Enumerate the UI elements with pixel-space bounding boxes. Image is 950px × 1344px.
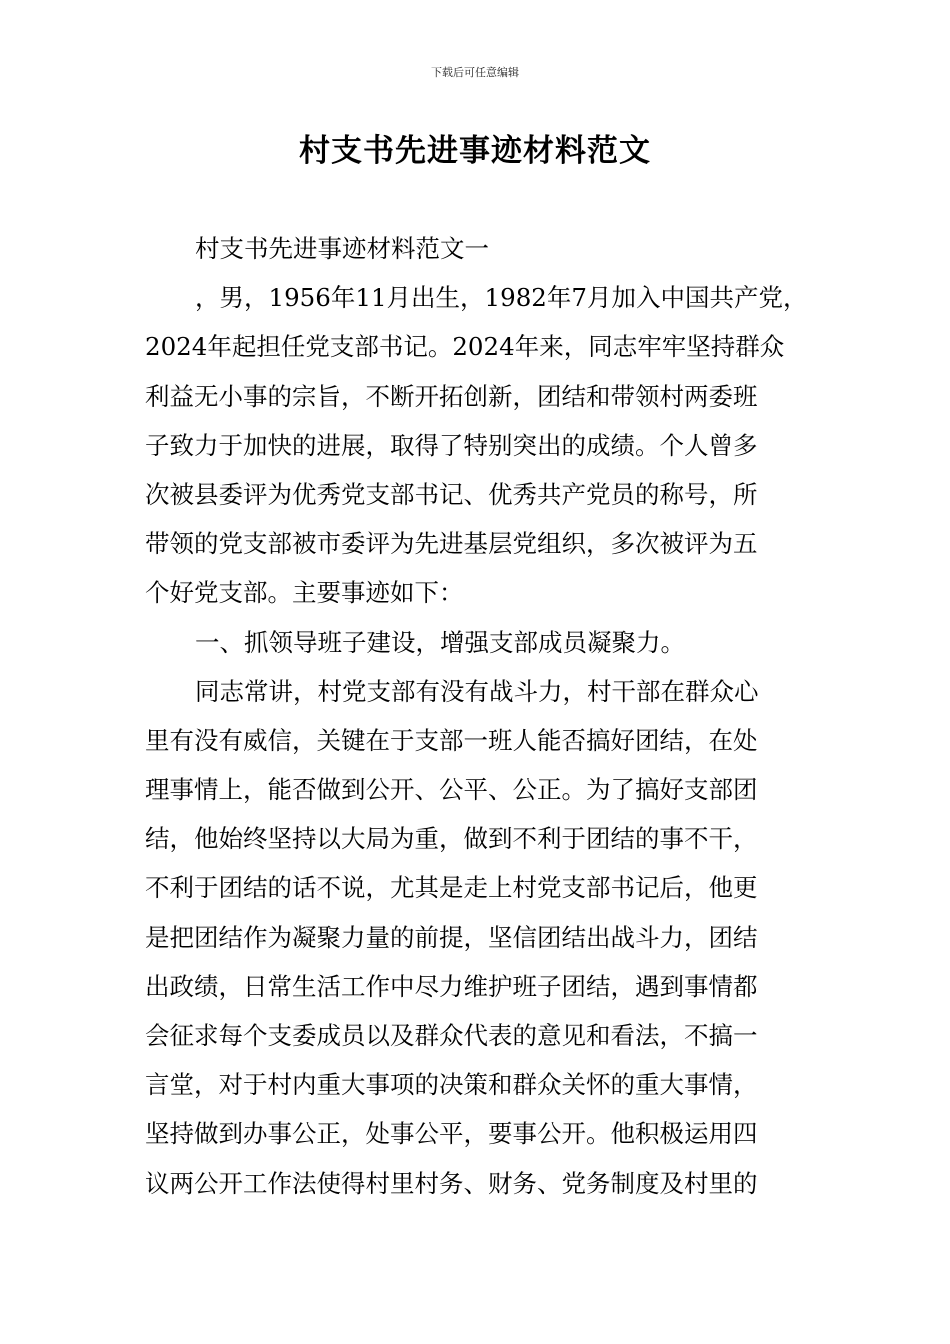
header-note: 下载后可任意编辑 [431,66,519,79]
paragraph-line: 个好党支部。主要事迹如下： [145,578,464,608]
document-title: 村支书先进事迹材料范文 [299,133,651,169]
paragraph-line: 利益无小事的宗旨，不断开拓创新，团结和带领村两委班 [145,381,758,411]
paragraph-line: 不利于团结的话不说，尤其是走上村党支部书记后，他更 [145,873,758,903]
section-heading: 一、抓领导班子建设，增强支部成员凝聚力。 [195,627,685,657]
document-body [145,224,809,1208]
paragraph-line: 会征求每个支委成员以及群众代表的意见和看法，不搞一 [145,1021,758,1050]
paragraph-line: 议两公开工作法使得村里村务、财务、党务制度及村里的 [145,1168,758,1198]
paragraph-line: 出政绩，日常生活工作中尽力维护班子团结，遇到事情都 [145,971,758,1001]
paragraph-line: 里有没有威信，关键在于支部一班人能否搞好团结，在处 [145,725,758,755]
paragraph-line: 言堂，对于村内重大事项的决策和群众关怀的重大事情， [145,1070,758,1100]
paragraph-line: 带领的党支部被市委评为先进基层党组织，多次被评为五 [145,529,758,559]
paragraph-line: 子致力于加快的进展，取得了特别突出的成绩。个人曾多 [145,430,758,460]
paragraph-line: 是把团结作为凝聚力量的前提，坚信团结出战斗力，团结 [145,922,758,952]
paragraph-line: 同志常讲，村党支部有没有战斗力，村干部在群众心 [195,676,759,706]
paragraph-line: 理事情上，能否做到公开、公平、公正。为了搞好支部团 [145,775,758,805]
paragraph-line: 坚持做到办事公正，处事公平，要事公开。他积极运用四 [145,1119,758,1149]
paragraph-line: 次被县委评为优秀党支部书记、优秀共产党员的称号，所 [145,479,758,509]
paragraph-line: 2024年起担任党支部书记。2024年来，同志牢牢坚持群众 [145,332,785,362]
paragraph-line: ，男，1956年11月出生，1982年7月加入中国共产党， [195,283,808,313]
paragraph-line: 结，他始终坚持以大局为重，做到不利于团结的事不干， [145,824,758,854]
paragraph-line: 村支书先进事迹材料范文一 [195,234,489,263]
